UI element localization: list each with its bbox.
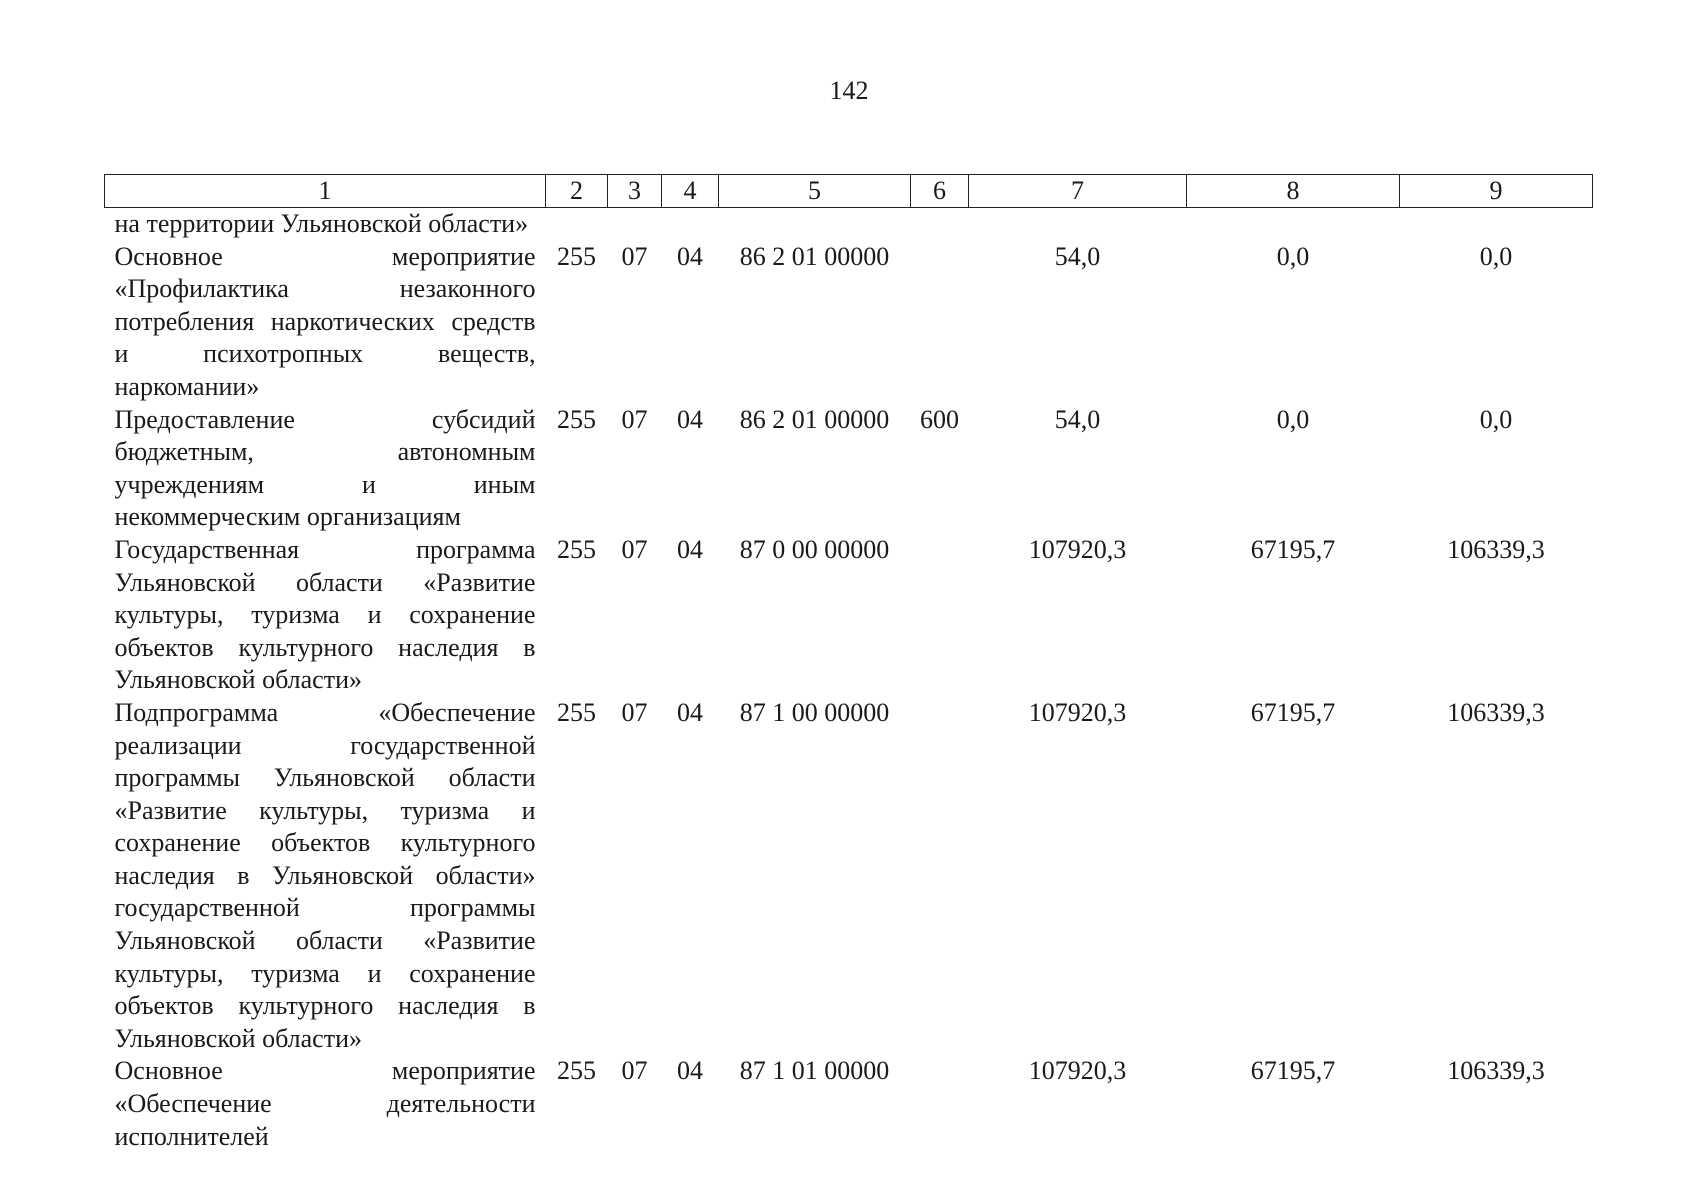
row-admin-code: 255	[557, 1056, 596, 1086]
table-row	[105, 241, 1593, 404]
row-admin-code: 255	[557, 697, 596, 727]
row-expense-type	[911, 1055, 969, 1153]
row-amount-col8	[1187, 208, 1400, 241]
row-target-article: 87 1 01 00000	[739, 1056, 890, 1086]
row-amount-col8: 0,0	[1276, 404, 1310, 434]
row-subsection: 04	[677, 1056, 703, 1086]
row-admin-code: 255	[557, 534, 596, 564]
header-col-1: 1	[105, 175, 546, 208]
row-target-article: 87 0 00 00000	[739, 534, 890, 564]
header-col-6: 6	[911, 175, 969, 208]
row-expense-type	[911, 534, 969, 697]
row-admin-code: 255	[557, 241, 596, 271]
row-amount-col8: 67195,7	[1250, 697, 1336, 727]
header-col-3: 3	[608, 175, 662, 208]
row-expense-type: 600	[920, 404, 959, 434]
row-description: Государственная программа Ульяновской области «Развитие культуры, туризма и сохранение объектов культурного наследия в Ульяновской области»	[114, 534, 536, 695]
row-amount-col8: 0,0	[1276, 241, 1310, 271]
header-col-8: 8	[1187, 175, 1400, 208]
row-amount-col7: 107920,3	[1028, 1056, 1127, 1086]
row-expense-type	[911, 697, 969, 1056]
row-amount-col9: 0,0	[1479, 404, 1513, 434]
table-row	[105, 534, 1593, 697]
table-row	[105, 208, 1593, 241]
row-subsection	[662, 208, 719, 241]
budget-table	[104, 174, 1593, 1153]
row-description: Подпрограмма «Обеспечение реализации государственной программы Ульяновской области «Развитие культуры, туризма и сохранение объектов культурного наследия в Ульяновской области» государственной программы Ульяновской области «Развитие культуры, туризма и сохранение объектов культурного наследия в Ульяновской области»	[114, 697, 536, 1053]
row-section: 07	[621, 241, 648, 271]
row-amount-col7: 54,0	[1054, 241, 1101, 271]
row-section: 07	[621, 1056, 648, 1086]
table-row	[105, 697, 1593, 1056]
row-amount-col7: 107920,3	[1028, 534, 1127, 564]
row-amount-col7: 107920,3	[1028, 697, 1127, 727]
row-target-article: 87 1 00 00000	[739, 697, 890, 727]
row-subsection: 04	[677, 534, 703, 564]
row-amount-col9	[1400, 208, 1593, 241]
row-amount-col9: 106339,3	[1447, 697, 1545, 727]
header-col-5: 5	[719, 175, 911, 208]
header-col-4: 4	[662, 175, 719, 208]
row-expense-type	[911, 241, 969, 404]
row-amount-col9: 106339,3	[1447, 1056, 1545, 1086]
row-amount-col8: 67195,7	[1250, 534, 1336, 564]
header-col-2: 2	[546, 175, 608, 208]
row-target-article: 86 2 01 00000	[739, 404, 890, 434]
row-subsection: 04	[677, 404, 703, 434]
row-amount-col7	[969, 208, 1187, 241]
row-expense-type	[911, 208, 969, 241]
row-subsection: 04	[677, 697, 703, 727]
page-number: 142	[829, 76, 869, 105]
row-subsection: 04	[677, 241, 703, 271]
row-section: 07	[621, 404, 648, 434]
budget-table-wrapper	[104, 174, 1592, 1153]
row-target-article	[719, 208, 911, 241]
row-amount-col9: 0,0	[1479, 241, 1513, 271]
table-header-row	[105, 175, 1593, 208]
table-row	[105, 404, 1593, 534]
row-section: 07	[621, 697, 648, 727]
header-col-9: 9	[1400, 175, 1593, 208]
row-description: Основное мероприятие «Обеспечение деятельности исполнителей	[114, 1056, 536, 1151]
row-admin-code	[546, 208, 608, 241]
table-row	[105, 1055, 1593, 1153]
row-description: Основное мероприятие «Профилактика незаконного потребления наркотических средств и психотропных веществ, наркомании»	[114, 241, 536, 401]
row-amount-col7: 54,0	[1054, 404, 1101, 434]
row-description: Предоставление субсидий бюджетным, автономным учреждениям и иным некоммерческим организациям	[114, 404, 536, 532]
row-section: 07	[621, 534, 648, 564]
row-admin-code: 255	[557, 404, 596, 434]
header-col-7: 7	[969, 175, 1187, 208]
row-target-article: 86 2 01 00000	[739, 241, 890, 271]
row-amount-col8: 67195,7	[1250, 1056, 1336, 1086]
row-section	[608, 208, 662, 241]
row-amount-col9: 106339,3	[1447, 534, 1545, 564]
row-description: на территории Ульяновской области»	[114, 209, 529, 238]
